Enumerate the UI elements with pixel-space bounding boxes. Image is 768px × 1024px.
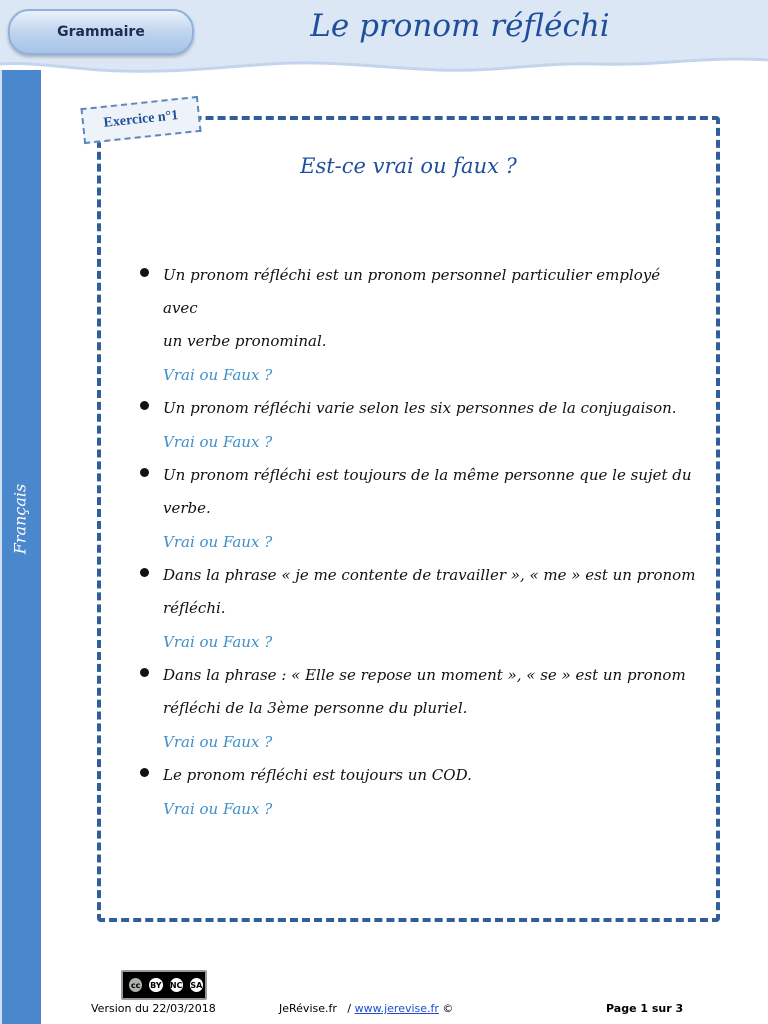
answer-prompt: Vrai ou Faux ? xyxy=(163,733,273,751)
answer-prompt: Vrai ou Faux ? xyxy=(163,633,273,651)
question-item xyxy=(136,459,696,559)
bullet-icon xyxy=(140,468,149,477)
question-text: verbe. xyxy=(163,499,211,517)
page-title: Le pronom réfléchi xyxy=(310,8,610,44)
question-text: Un pronom réfléchi est un pronom personnel particulier employé avec xyxy=(163,266,661,317)
page-number: Page 1 sur 3 xyxy=(606,1002,684,1015)
answer-prompt: Vrai ou Faux ? xyxy=(163,433,273,451)
exercise-heading: Est-ce vrai ou faux ? xyxy=(300,154,517,178)
answer-prompt: Vrai ou Faux ? xyxy=(163,533,273,551)
copyright-mark: © xyxy=(442,1002,454,1015)
footer-site xyxy=(279,1002,453,1015)
question-text: Un pronom réfléchi est toujours de la même personne que le sujet du xyxy=(163,466,692,484)
question-text: Dans la phrase « je me contente de travailler », « me » est un pronom xyxy=(163,566,696,584)
bullet-icon xyxy=(140,768,149,777)
question-text: réfléchi. xyxy=(163,599,226,617)
bullet-icon xyxy=(140,568,149,577)
sa-icon: SA xyxy=(188,976,205,994)
license-badge[interactable] xyxy=(121,970,207,1000)
exercise-tag: Exercice n°1 xyxy=(80,96,201,144)
question-list xyxy=(136,259,696,826)
separator: / xyxy=(347,1002,352,1015)
by-icon: BY xyxy=(147,976,164,994)
question-text: Un pronom réfléchi varie selon les six personnes de la conjugaison. xyxy=(163,399,677,417)
question-item xyxy=(136,392,696,459)
question-text: Dans la phrase : « Elle se repose un moment », « se » est un pronom xyxy=(163,666,686,684)
question-item xyxy=(136,659,696,759)
subject-pill: Grammaire xyxy=(8,9,194,55)
bullet-icon xyxy=(140,401,149,410)
question-item xyxy=(136,259,696,392)
question-item xyxy=(136,559,696,659)
bullet-icon xyxy=(140,668,149,677)
answer-prompt: Vrai ou Faux ? xyxy=(163,366,273,384)
sidebar-subject-label: Français xyxy=(10,483,30,555)
bullet-icon xyxy=(140,268,149,277)
site-link[interactable]: www.jerevise.fr xyxy=(354,1002,439,1015)
question-text: Le pronom réfléchi est toujours un COD. xyxy=(163,766,472,784)
nc-icon: NC xyxy=(168,976,185,994)
question-text: réfléchi de la 3ème personne du pluriel. xyxy=(163,699,468,717)
site-name: JeRévise.fr xyxy=(279,1002,337,1015)
footer-version: Version du 22/03/2018 xyxy=(91,1002,216,1015)
question-text: un verbe pronominal. xyxy=(163,332,327,350)
cc-icon: cc xyxy=(127,976,144,994)
answer-prompt: Vrai ou Faux ? xyxy=(163,800,273,818)
question-item xyxy=(136,759,696,826)
